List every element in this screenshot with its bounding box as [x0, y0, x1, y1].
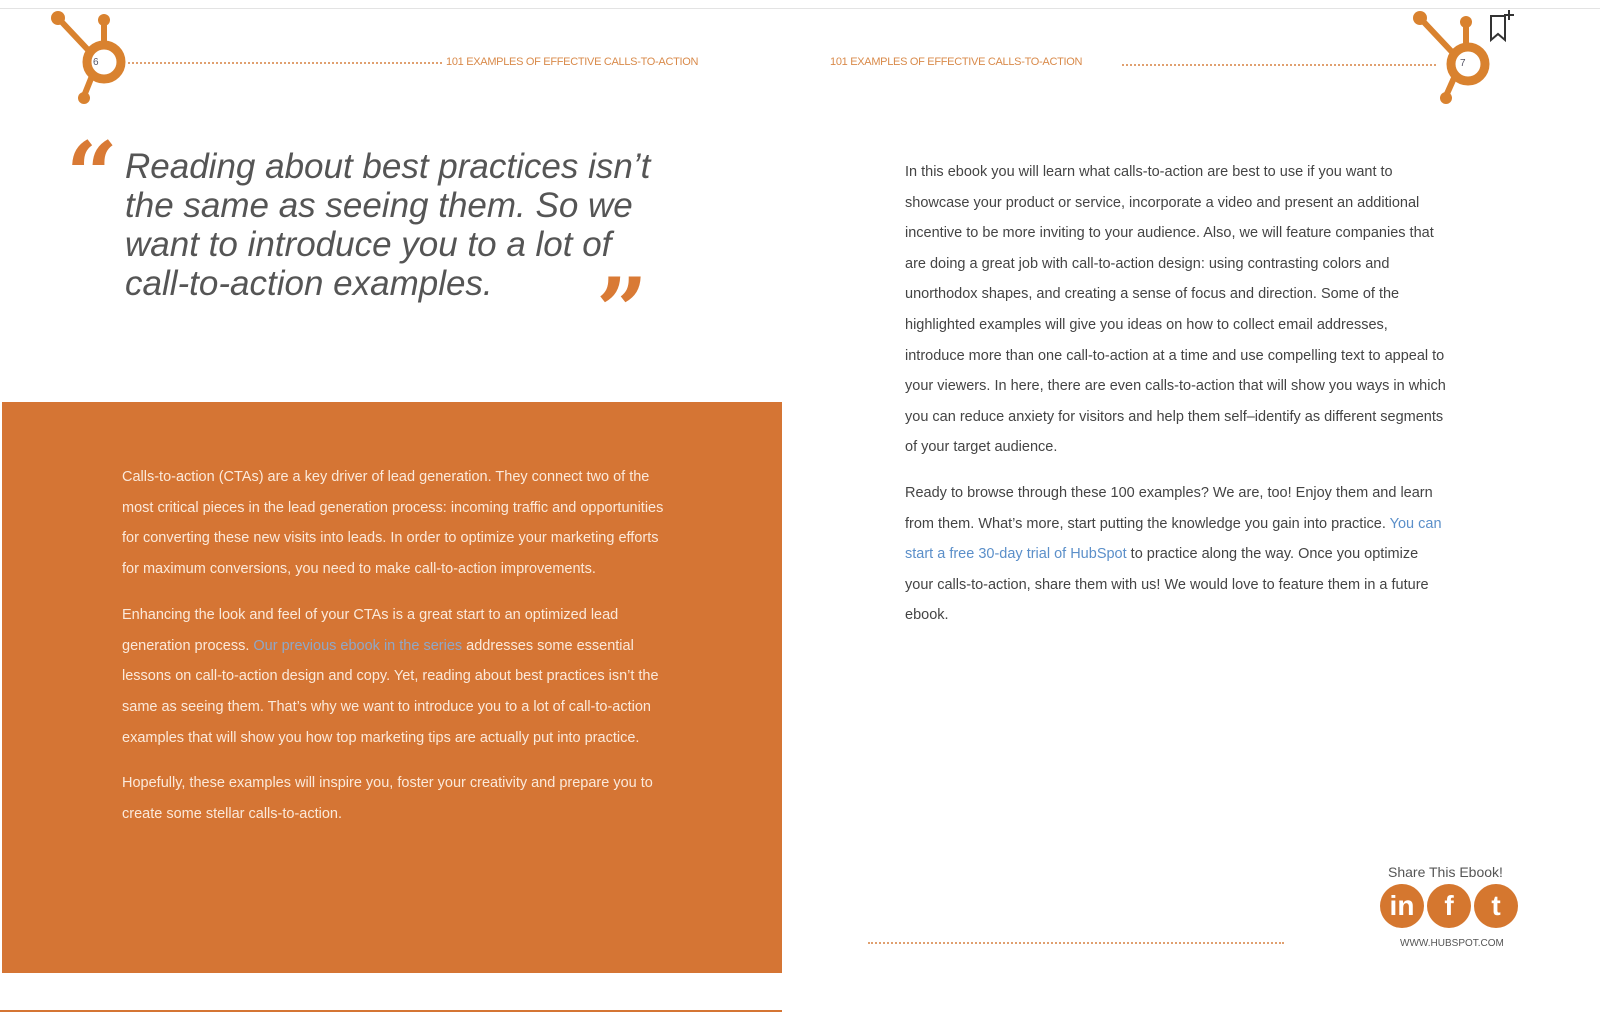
viewer-top-border: [0, 8, 1600, 9]
footer-dotted-rule: [868, 942, 1284, 944]
intro-body-text: [122, 462, 667, 845]
share-label: Share This Ebook!: [1388, 864, 1503, 880]
paragraph: [905, 478, 1450, 631]
header-dotted-rule-left: [128, 62, 442, 64]
page-number-right: 7: [1460, 58, 1466, 69]
right-body-text: [905, 157, 1450, 646]
text: to practice along the way. Once you optimize your calls-to-action, share them with us! We would love to feature them in a future ebook.: [905, 546, 1429, 624]
facebook-share-icon[interactable]: f: [1427, 884, 1471, 928]
page-bottom-rule: [0, 1010, 782, 1012]
paragraph: In this ebook you will learn what calls-to-action are best to use if you want to showcase your product or service, incorporate a video and present an additional incentive to be more inviting to your audience. Also, we will feature companies that are doing a great job with call-to-action design: using contrasting colors and unorthodox shapes, and creating a sense of focus and direction. Some of the highlighted examples will give you ideas on how to collect email addresses, introduce more than one call-to-action at a time and use compelling text to appeal to your viewers. In here, there are even calls-to-action that will show you ways in which you can reduce anxiety for visitors and help them self–identify as different segments of your target audience.: [905, 164, 1446, 456]
page-number-left: 6: [93, 57, 99, 68]
paragraph: Calls-to-action (CTAs) are a key driver of lead generation. They connect two of the most critical pieces in the lead generation process: incoming traffic and opportunities for converting these new visits into leads. In order to optimize your marketing efforts for maximum conversions, you need to make call-to-action improvements.: [122, 469, 664, 578]
website-link[interactable]: WWW.HUBSPOT.COM: [1400, 938, 1504, 949]
running-header-right: 101 EXAMPLES OF EFFECTIVE CALLS-TO-ACTION: [830, 56, 1083, 68]
running-header-left: 101 EXAMPLES OF EFFECTIVE CALLS-TO-ACTION: [446, 56, 699, 68]
previous-ebook-link[interactable]: Our previous ebook in the series: [253, 637, 463, 654]
linkedin-share-icon[interactable]: in: [1380, 884, 1424, 928]
twitter-share-icon[interactable]: t: [1474, 884, 1518, 928]
paragraph: [122, 600, 667, 754]
pull-quote: Reading about best practices isn’t the same as seeing them. So we want to introduce you to a lot of call-to-action examples.: [125, 147, 651, 303]
open-quote-mark: “: [66, 122, 118, 228]
hubspot-sprocket-logo-right: [1408, 8, 1498, 108]
add-bookmark-icon[interactable]: [1488, 10, 1514, 44]
hubspot-sprocket-logo-left: [44, 8, 134, 108]
paragraph: Hopefully, these examples will inspire you, foster your creativity and prepare you to create some stellar calls-to-action.: [122, 775, 653, 823]
text: addresses some essential lessons on call-to-action design and copy. Yet, reading about best practices isn’t the same as seeing them. That’s why we want to introduce you to a lot of call-to-action examples that will show you how top marketing tips are actually put into practice.: [122, 637, 659, 746]
close-quote-mark: ”: [596, 258, 648, 364]
text: Ready to browse through these 100 examples? We are, too! Enjoy them and learn from them. What’s more, start putting the knowledge you gain into practice.: [905, 484, 1433, 532]
text: Enhancing the look and feel of your CTAs is a great start to an optimized lead generation process.: [122, 606, 619, 654]
hubspot-trial-link[interactable]: You can start a free 30-day trial of HubSpot: [905, 515, 1442, 563]
header-dotted-rule-right: [1122, 64, 1436, 66]
